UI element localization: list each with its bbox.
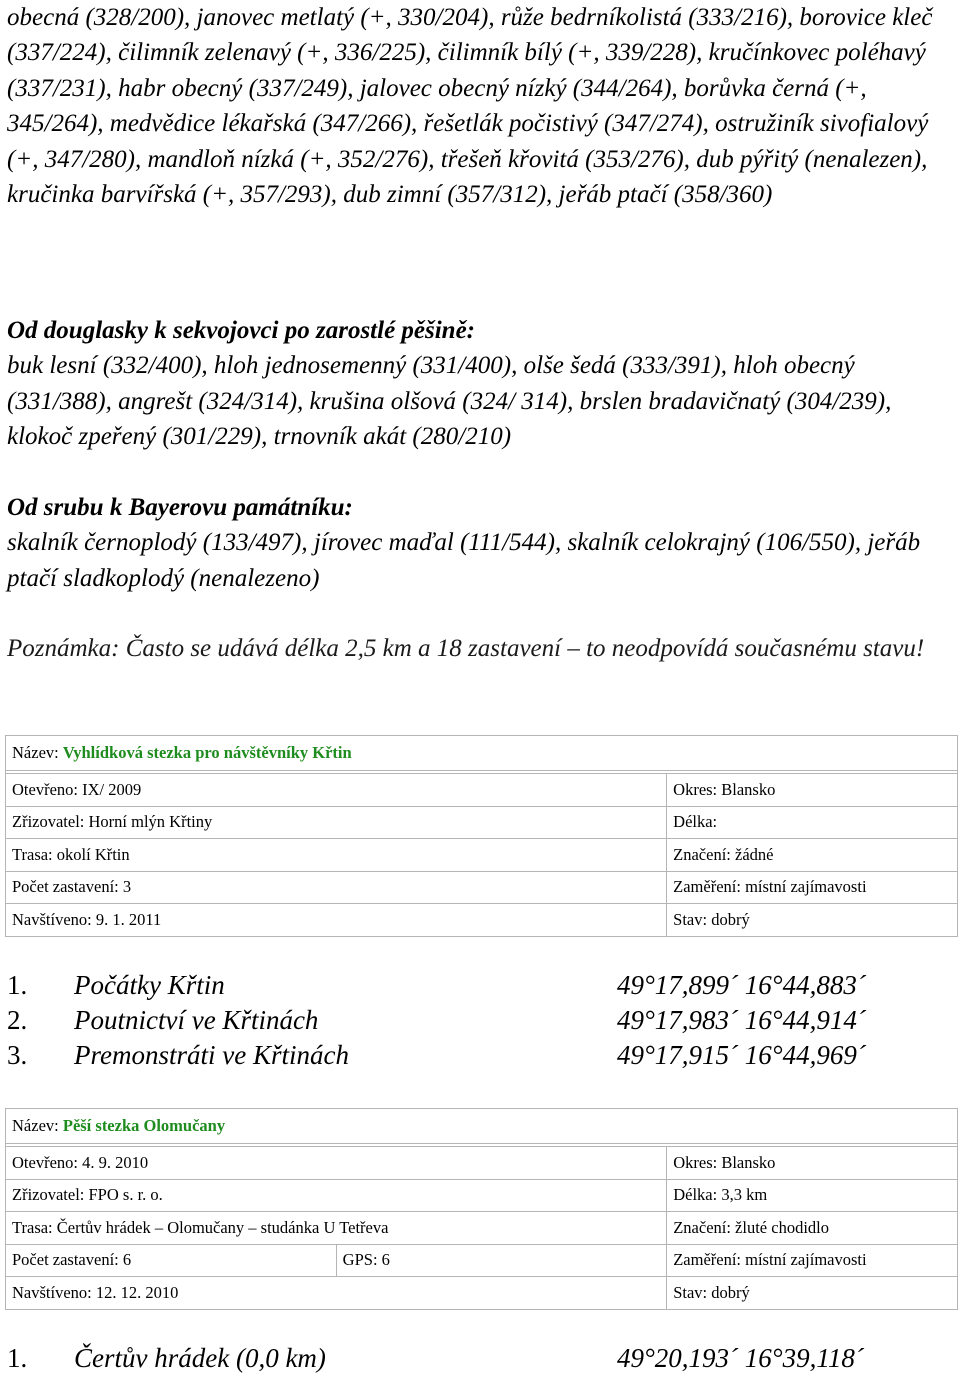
district-cell: Okres: Blansko (667, 1147, 958, 1180)
founder-cell: Zřizovatel: Horní mlýn Křtiny (6, 806, 667, 839)
name-label: Název: (12, 743, 59, 762)
stop-name: Počátky Křtin (74, 970, 225, 1000)
trail-info-table (5, 1108, 958, 1310)
list-item (7, 968, 957, 1003)
stops-count-cell: Počet zastavení: 3 (6, 871, 667, 904)
focus-cell: Zaměření: místní zajímavosti (667, 1244, 958, 1277)
state-cell: Stav: dobrý (667, 904, 958, 937)
opened-cell: Otevřeno: 4. 9. 2010 (6, 1147, 667, 1180)
section-text: skalník černoplodý (133/497), jírovec maďal (111/544), skalník celokrajný (106/550), jeřáb ptačí sladkoplodý (nenalezeno) (7, 529, 921, 592)
section-bayer (7, 490, 957, 596)
stop-number: 1. (7, 970, 28, 1000)
trail-name: Vyhlídková stezka pro návštěvníky Křtin (62, 743, 352, 762)
stop-gps: 49°17,915´ 16°44,969´ (617, 1040, 866, 1070)
opened-cell: Otevřeno: IX/ 2009 (6, 774, 667, 807)
stop-name: Čertův hrádek (0,0 km) (74, 1343, 326, 1373)
intro-paragraph: obecná (328/200), janovec metlatý (+, 330/204), růže bedrníkolistá (333/216), borovice kleč (337/224), čilimník zelenavý (+, 336/225), čilimník bílý (+, 339/228), kručínkovec poléhavý (337/231), habr obecný (337/249), jalovec obecný nízký (344/264), borůvka černá (+, 345/264), medvědice lékařská (347/266), řešetlák počistivý (347/274), ostružiník sivofialový (+, 347/280), mandloň nízká (+, 352/276), třešeň křovitá (353/276), dub pýřitý (nenalezen), kručinka barvířská (+, 357/293), dub zimní (357/312), jeřáb ptačí (358/360) (7, 4, 933, 209)
route-cell: Trasa: okolí Křtin (6, 839, 667, 872)
name-label: Název: (12, 1116, 59, 1135)
section-douglaska (7, 313, 957, 455)
section-heading: Od douglasky k sekvojovci po zarostlé pěšině: (7, 317, 476, 344)
state-cell: Stav: dobrý (667, 1277, 958, 1310)
trail-info-table (5, 735, 958, 937)
length-cell: Délka: (667, 806, 958, 839)
founder-cell: Zřizovatel: FPO s. r. o. (6, 1179, 667, 1212)
stop-number: 3. (7, 1040, 28, 1070)
section-text: buk lesní (332/400), hloh jednosemenný (331/400), olše šedá (333/391), hloh obecný (331/388), angrešt (324/314), krušina olšová (324/ 314), brslen bradavičnatý (304/239), klokoč zpeřený (301/229), trnovník akát (280/210) (7, 352, 892, 451)
list-item (7, 1038, 957, 1073)
trail-name-cell (6, 1109, 958, 1144)
list-item (7, 1341, 957, 1376)
stop-name: Premonstráti ve Křtinách (74, 1040, 349, 1070)
district-cell: Okres: Blansko (667, 774, 958, 807)
stop-name: Poutnictví ve Křtinách (74, 1005, 319, 1035)
visited-cell: Navštíveno: 12. 12. 2010 (6, 1277, 667, 1310)
stop-number: 1. (7, 1343, 28, 1373)
marking-cell: Značení: žádné (667, 839, 958, 872)
trail1-stops-list (7, 968, 957, 1073)
stop-gps: 49°17,899´ 16°44,883´ (617, 970, 866, 1000)
visited-cell: Navštíveno: 9. 1. 2011 (6, 904, 667, 937)
trail2-stops-list (7, 1341, 957, 1376)
trail-name: Pěší stezka Olomučany (62, 1116, 226, 1135)
stops-count-cell: Počet zastavení: 6 (6, 1244, 337, 1277)
note-paragraph: Poznámka: Často se udává délka 2,5 km a 18 zastavení – to neodpovídá současnému stavu! (7, 635, 925, 662)
gps-count-cell: GPS: 6 (336, 1244, 667, 1277)
focus-cell: Zaměření: místní zajímavosti (667, 871, 958, 904)
length-cell: Délka: 3,3 km (667, 1179, 958, 1212)
stop-number: 2. (7, 1005, 28, 1035)
route-cell: Trasa: Čertův hrádek – Olomučany – studánka U Tetřeva (6, 1212, 667, 1245)
trail-name-cell (6, 736, 958, 771)
stop-gps: 49°17,983´ 16°44,914´ (617, 1005, 866, 1035)
stop-gps: 49°20,193´ 16°39,118´ (617, 1343, 864, 1373)
section-heading: Od srubu k Bayerovu památníku: (7, 494, 353, 521)
list-item (7, 1003, 957, 1038)
marking-cell: Značení: žluté chodidlo (667, 1212, 958, 1245)
